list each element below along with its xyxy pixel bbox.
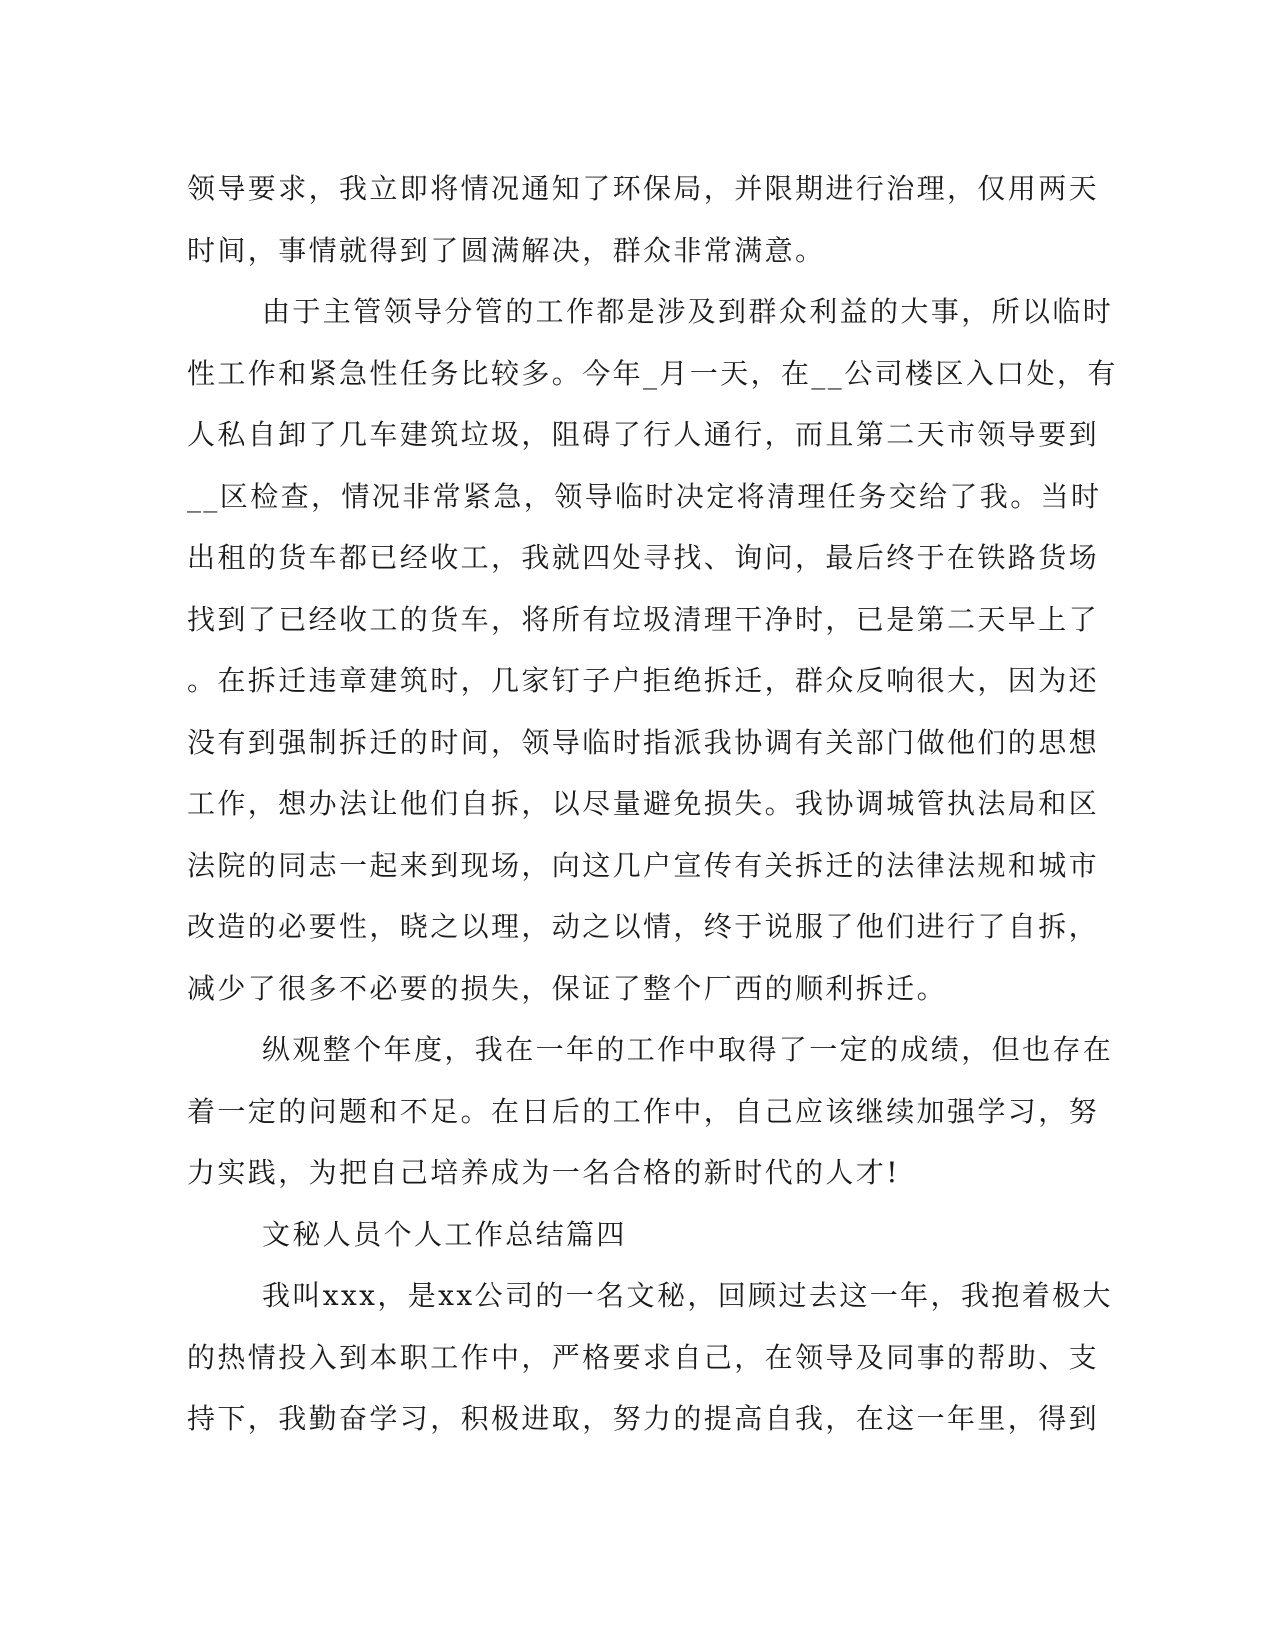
text-line: 。在拆迁违章建筑时，几家钉子户拒绝拆迁，群众反响很大，因为还 [187, 664, 1100, 697]
paragraph-start-line: 由于主管领导分管的工作都是涉及到群众利益的大事，所以临时 [262, 295, 1114, 328]
paragraph-start-line: 我叫xxx，是xx公司的一名文秘，回顾过去这一年，我抱着极大 [262, 1279, 1113, 1312]
text-line: 人私自卸了几车建筑垃圾，阻碍了行人通行，而且第二天市领导要到 [187, 418, 1100, 451]
text-line: 时间，事情就得到了圆满解决，群众非常满意。 [187, 233, 826, 267]
text-line: 性工作和紧急性任务比较多。今年_月一天，在__公司楼区入口处，有 [187, 356, 1118, 390]
text-line: __区检查，情况非常紧急，领导临时决定将清理任务交给了我。当时 [187, 479, 1102, 513]
text-line: 力实践，为把自己培养成为一名合格的新时代的人才! [187, 1156, 900, 1189]
text-line: 工作，想办法让他们自拆，以尽量避免损失。我协调城管执法局和区 [187, 787, 1100, 820]
text-line: 的热情投入到本职工作中，严格要求自己，在领导及同事的帮助、支 [187, 1340, 1100, 1374]
document-body [187, 158, 1118, 1450]
text-line: 着一定的问题和不足。在日后的工作中，自己应该继续加强学习，努 [187, 1094, 1100, 1128]
text-line: 持下，我勤奋学习，积极进取，努力的提高自我，在这一年里，得到 [187, 1402, 1100, 1435]
text-line: 领导要求，我立即将情况通知了环保局，并限期进行治理，仅用两天 [187, 172, 1100, 205]
text-line: 没有到强制拆迁的时间，领导临时指派我协调有关部门做他们的思想 [187, 725, 1100, 759]
section-heading: 文秘人员个人工作总结篇四 [262, 1217, 627, 1251]
text-line: 法院的同志一起来到现场，向这几户宣传有关拆迁的法律法规和城市 [187, 848, 1100, 882]
paragraph-start-line: 纵观整个年度，我在一年的工作中取得了一定的成绩，但也存在 [262, 1033, 1114, 1066]
text-line: 减少了很多不必要的损失，保证了整个厂西的顺利拆迁。 [187, 971, 948, 1005]
text-line: 出租的货车都已经收工，我就四处寻找、询问，最后终于在铁路货场 [187, 541, 1100, 574]
text-line: 找到了已经收工的货车，将所有垃圾清理干净时，已是第二天早上了 [187, 602, 1100, 636]
text-line: 改造的必要性，晓之以理，动之以情，终于说服了他们进行了自拆， [187, 910, 1100, 943]
